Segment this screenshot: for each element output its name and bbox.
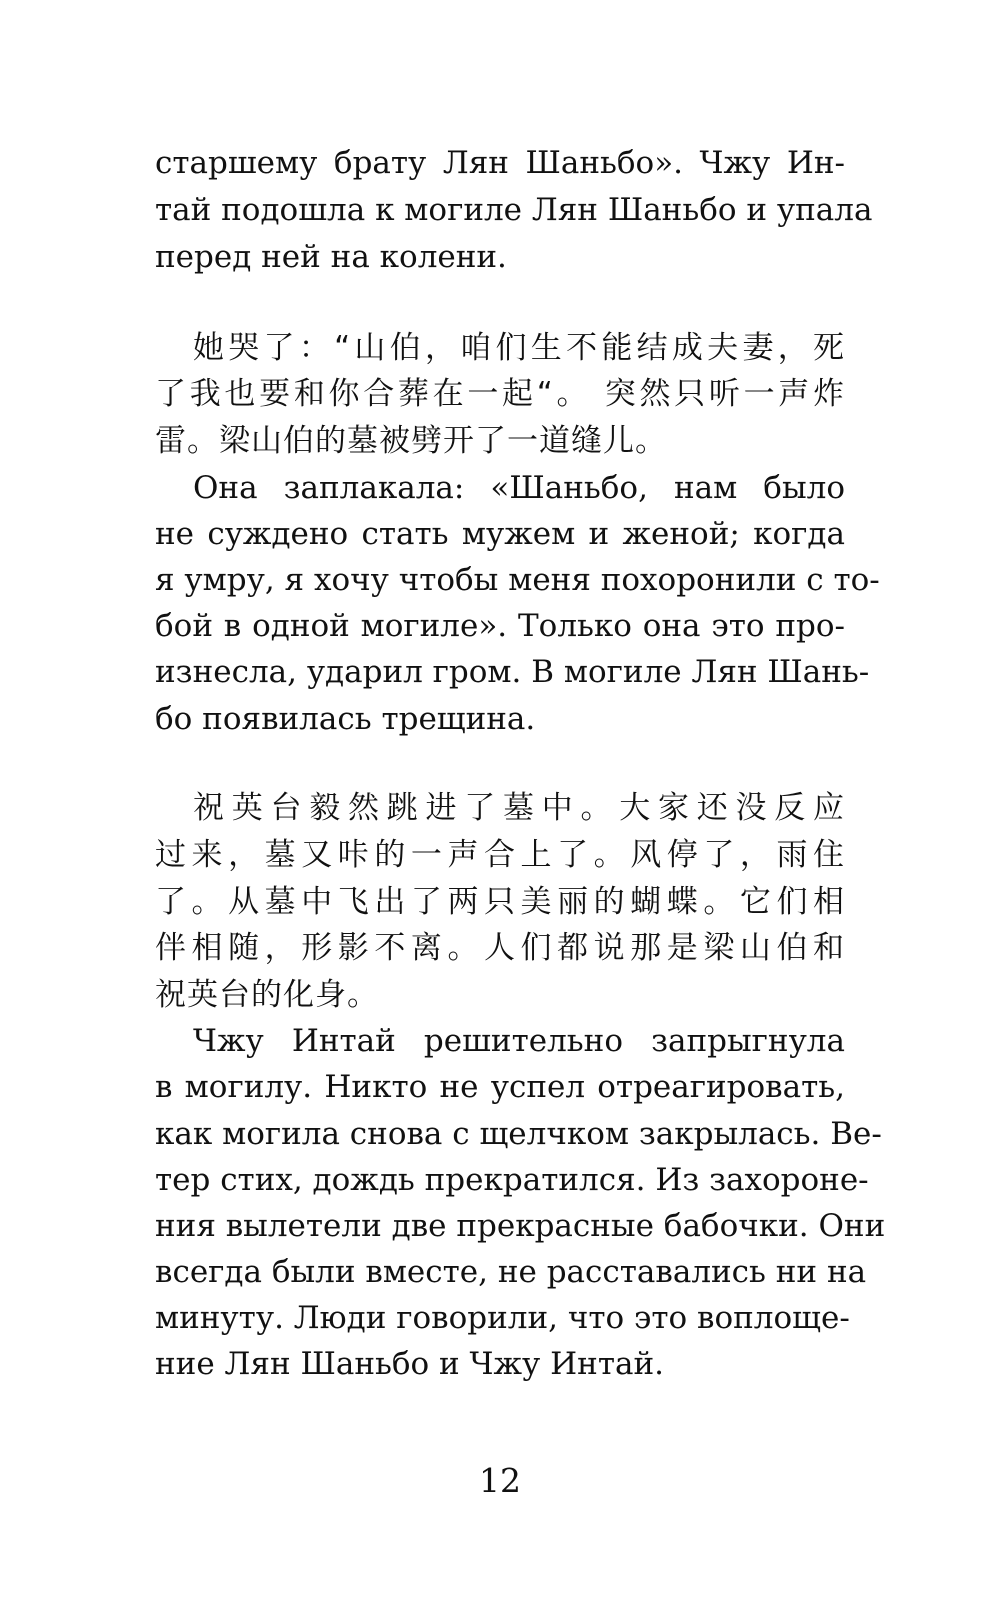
text-line: Она заплакала: «Шаньбо, нам было [193, 470, 845, 506]
text-line: я умру, я хочу чтобы меня похоронили с то- [155, 562, 880, 598]
page-number: 12 [479, 1461, 521, 1500]
text-line: 祝英台毅然跳进了墓中。大家还没反应 [193, 790, 845, 826]
text-line: 伴相随，形影不离。人们都说那是梁山伯和 [155, 930, 845, 966]
text-line: ния вылетели две прекрасные бабочки. Они [155, 1208, 886, 1244]
text-line: 过来，墓又咔的一声合上了。风停了，雨住 [155, 837, 845, 873]
text-line: Чжу Интай решительно запрыгнула [193, 1023, 845, 1059]
text-line: тай подошла к могиле Лян Шаньбо и упала [155, 192, 873, 228]
text-line: тер стих, дождь прекратился. Из захороне- [155, 1162, 869, 1198]
text-line: в могилу. Никто не успел отреагировать, [155, 1069, 845, 1105]
text-line: всегда были вместе, не расставались ни на [155, 1254, 867, 1290]
text-line: старшему брату Лян Шаньбо». Чжу Ин- [155, 145, 845, 181]
text-line: 祝英台的化身。 [155, 977, 379, 1013]
text-line: ние Лян Шаньбо и Чжу Интай. [155, 1346, 664, 1382]
text-line: 雷。梁山伯的墓被劈开了一道缝儿。 [155, 423, 667, 459]
text-line: перед ней на колени. [155, 239, 507, 275]
text-line: 了。从墓中飞出了两只美丽的蝴蝶。它们相 [155, 884, 845, 920]
text-line: бой в одной могиле». Только она это про- [155, 608, 845, 644]
text-line: минуту. Люди говорили, что это воплоще- [155, 1300, 850, 1336]
text-line: как могила снова с щелчком закрылась. Ве- [155, 1116, 882, 1152]
text-line: 她哭了：“山伯，咱们生不能结成夫妻，死 [193, 330, 845, 366]
text-line: изнесла, ударил гром. В могиле Лян Шань- [155, 654, 870, 690]
text-line: 了我也要和你合葬在一起“。 突然只听一声炸 [155, 376, 845, 412]
text-line: не суждено стать мужем и женой; когда [155, 516, 845, 552]
text-line: бо появилась трещина. [155, 701, 536, 737]
